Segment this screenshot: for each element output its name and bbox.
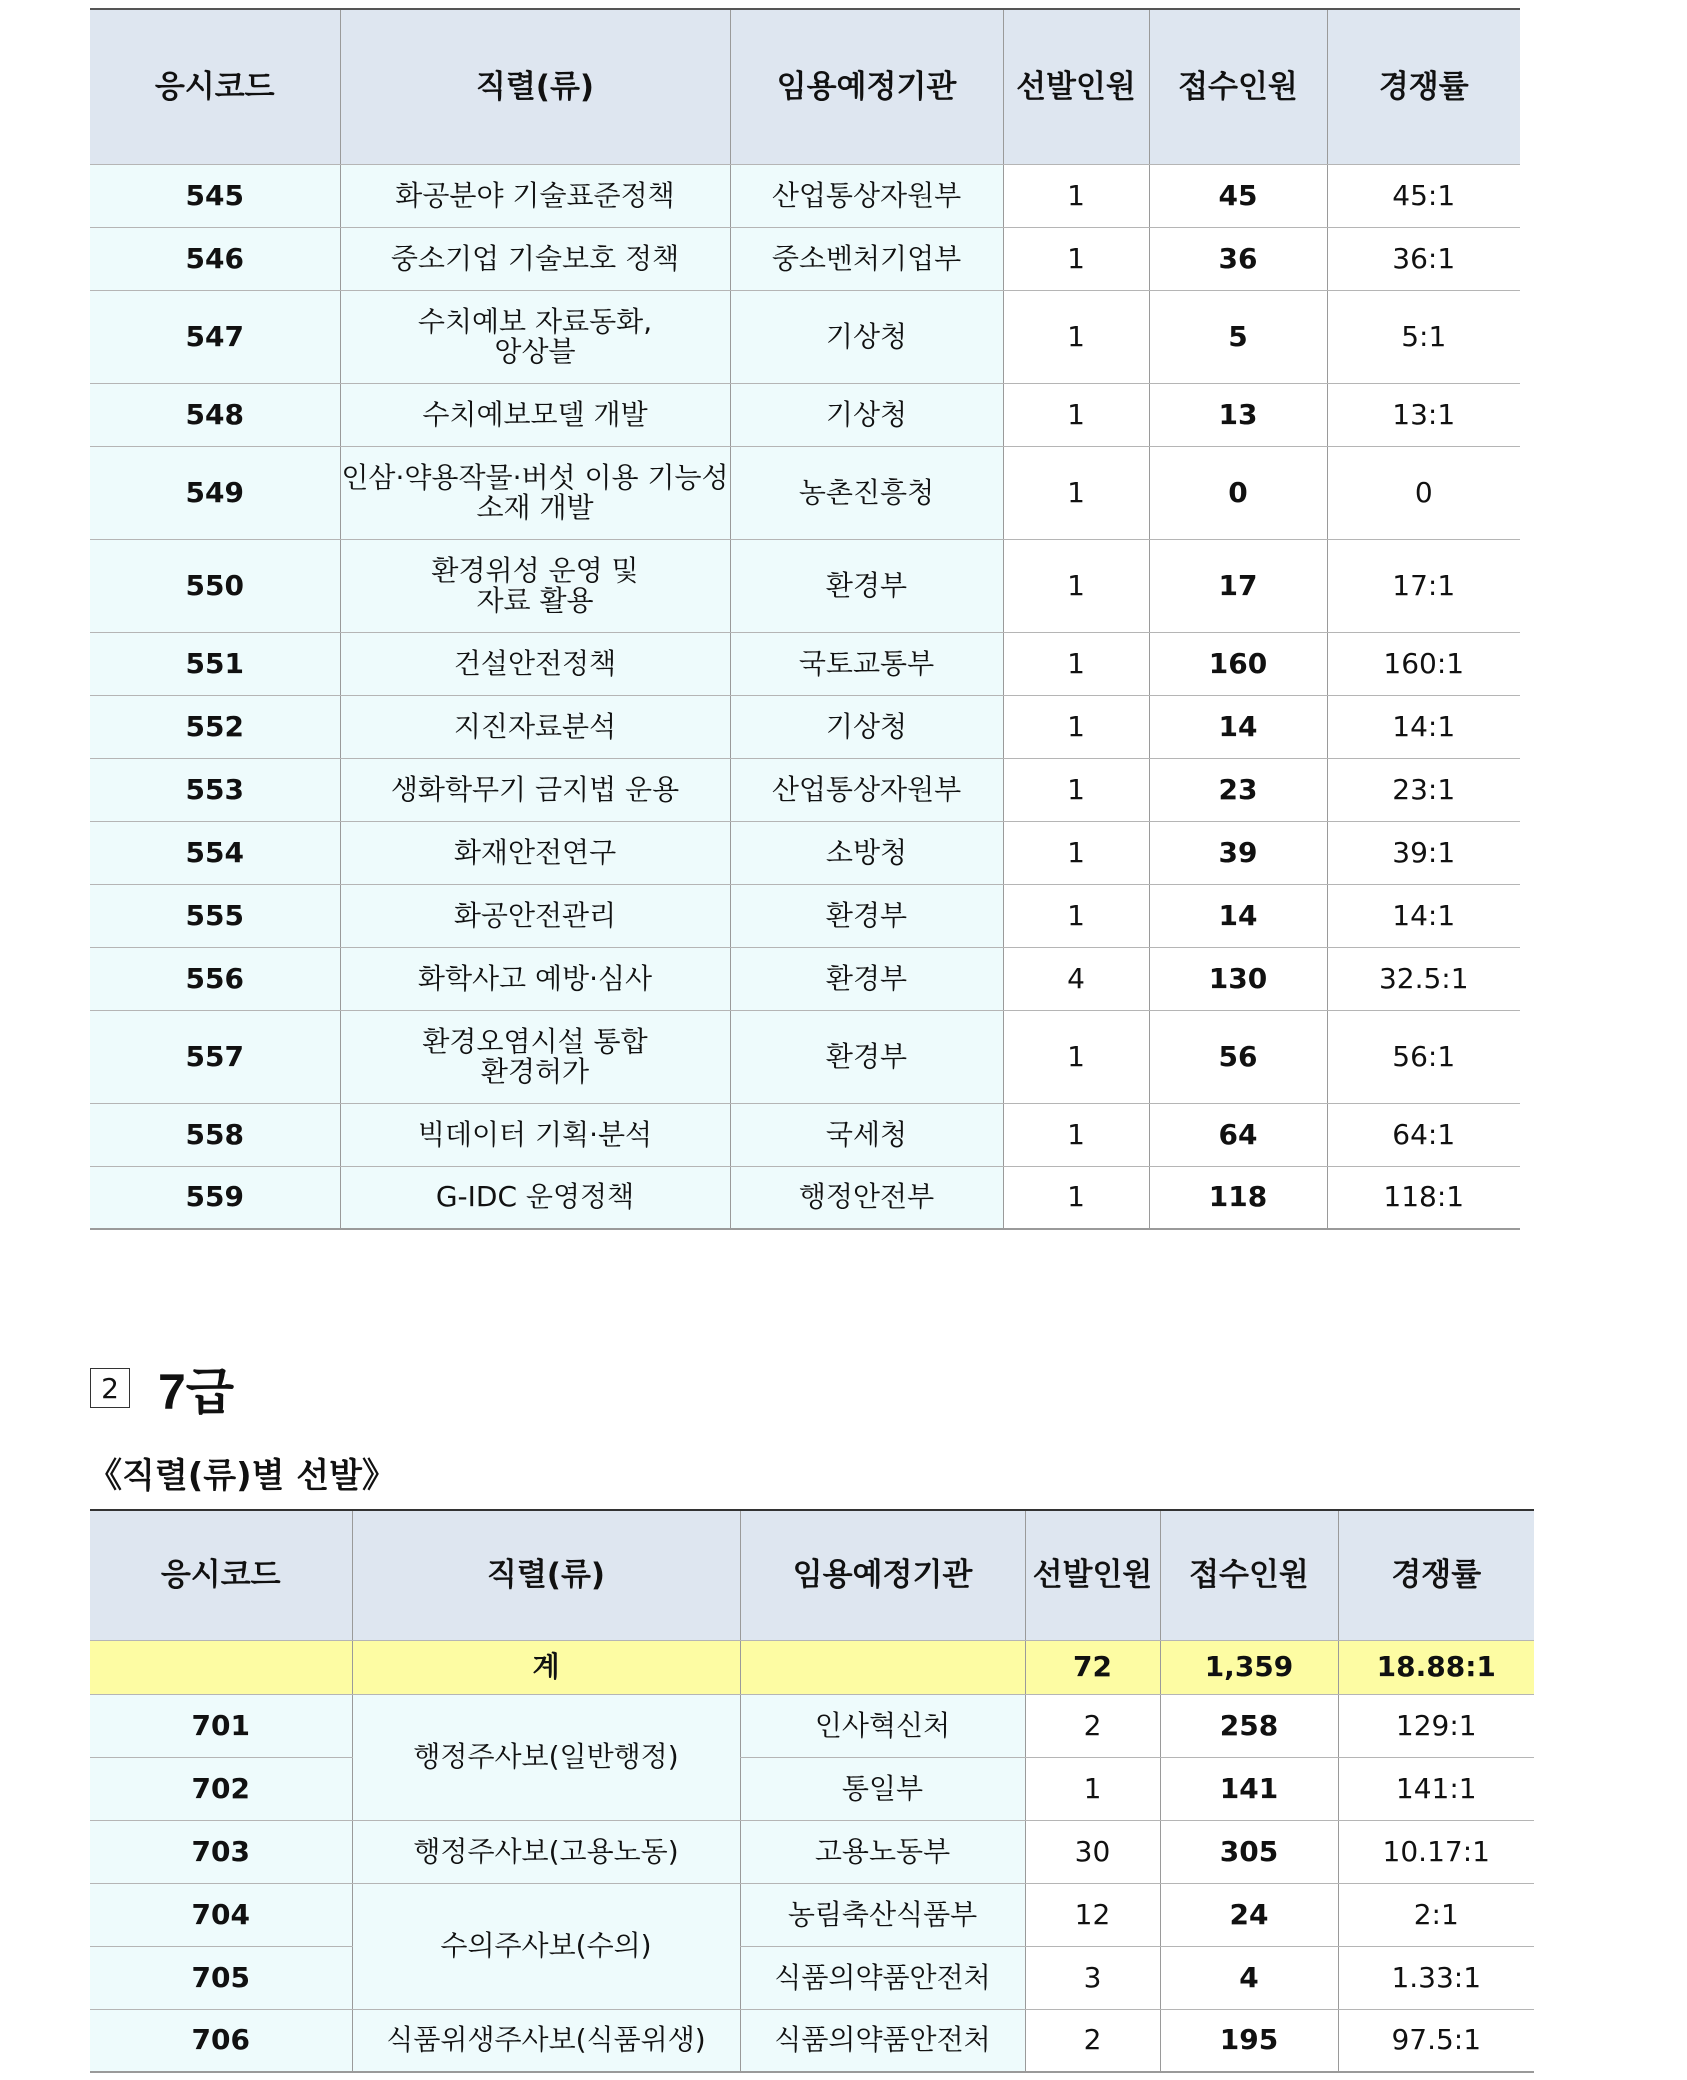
job-series: 행정주사보(일반행정) xyxy=(352,1694,740,1820)
competition-ratio: 118:1 xyxy=(1327,1166,1520,1229)
applicant-count: 13 xyxy=(1149,383,1327,446)
table-row xyxy=(90,632,1520,695)
exam-code: 558 xyxy=(90,1103,340,1166)
agency: 국세청 xyxy=(730,1103,1003,1166)
exam-code: 546 xyxy=(90,227,340,290)
selected-count: 1 xyxy=(1003,695,1149,758)
selected-count: 1 xyxy=(1003,1166,1149,1229)
exam-code: 703 xyxy=(90,1820,352,1883)
applicant-count: 39 xyxy=(1149,821,1327,884)
agency: 중소벤처기업부 xyxy=(730,227,1003,290)
table-row xyxy=(90,1010,1520,1103)
job-series: G-IDC 운영정책 xyxy=(340,1166,730,1229)
competition-ratio: 141:1 xyxy=(1338,1757,1534,1820)
selected-count: 4 xyxy=(1003,947,1149,1010)
total-ratio: 18.88:1 xyxy=(1338,1640,1534,1694)
competition-ratio: 39:1 xyxy=(1327,821,1520,884)
applicant-count: 64 xyxy=(1149,1103,1327,1166)
job-series: 화재안전연구 xyxy=(340,821,730,884)
competition-ratio: 14:1 xyxy=(1327,884,1520,947)
applicant-count: 36 xyxy=(1149,227,1327,290)
table-row xyxy=(90,539,1520,632)
competition-ratio: 13:1 xyxy=(1327,383,1520,446)
selected-count: 1 xyxy=(1003,227,1149,290)
selected-count: 12 xyxy=(1025,1883,1160,1946)
selected-count: 1 xyxy=(1003,821,1149,884)
applicant-count: 258 xyxy=(1160,1694,1338,1757)
table-row xyxy=(90,1946,1534,2009)
selected-count: 1 xyxy=(1003,1103,1149,1166)
agency: 환경부 xyxy=(730,1010,1003,1103)
competition-ratio: 1.33:1 xyxy=(1338,1946,1534,2009)
selected-count: 30 xyxy=(1025,1820,1160,1883)
agency: 농림축산식품부 xyxy=(740,1883,1025,1946)
job-series: 지진자료분석 xyxy=(340,695,730,758)
header-agency: 임용예정기관 xyxy=(740,1510,1025,1640)
job-series: 행정주사보(고용노동) xyxy=(352,1820,740,1883)
exam-code: 553 xyxy=(90,758,340,821)
competition-ratio: 0 xyxy=(1327,446,1520,539)
applicant-count: 56 xyxy=(1149,1010,1327,1103)
table-header-row xyxy=(90,9,1520,164)
total-agency xyxy=(740,1640,1025,1694)
competition-ratio: 2:1 xyxy=(1338,1883,1534,1946)
agency: 환경부 xyxy=(730,539,1003,632)
selected-count: 1 xyxy=(1003,758,1149,821)
table-row xyxy=(90,1757,1534,1820)
applicant-count: 17 xyxy=(1149,539,1327,632)
exam-code: 547 xyxy=(90,290,340,383)
exam-code: 549 xyxy=(90,446,340,539)
selected-count: 1 xyxy=(1003,632,1149,695)
competition-ratio: 17:1 xyxy=(1327,539,1520,632)
agency: 기상청 xyxy=(730,695,1003,758)
applicant-count: 23 xyxy=(1149,758,1327,821)
exam-results-table-1 xyxy=(90,8,1520,1230)
table-row xyxy=(90,884,1520,947)
competition-ratio: 10.17:1 xyxy=(1338,1820,1534,1883)
selected-count: 1 xyxy=(1003,884,1149,947)
table-row xyxy=(90,1694,1534,1757)
selected-count: 1 xyxy=(1003,1010,1149,1103)
competition-ratio: 160:1 xyxy=(1327,632,1520,695)
selected-count: 1 xyxy=(1003,383,1149,446)
header-selected-count: 선발인원 xyxy=(1003,9,1149,164)
exam-results-table-2 xyxy=(90,1509,1534,2073)
agency: 통일부 xyxy=(740,1757,1025,1820)
job-series: 화공분야 기술표준정책 xyxy=(340,164,730,227)
exam-code: 705 xyxy=(90,1946,352,2009)
total-row xyxy=(90,1640,1534,1694)
exam-code: 704 xyxy=(90,1883,352,1946)
selected-count: 2 xyxy=(1025,2009,1160,2072)
job-series: 환경오염시설 통합 환경허가 xyxy=(340,1010,730,1103)
agency: 식품의약품안전처 xyxy=(740,2009,1025,2072)
competition-ratio: 36:1 xyxy=(1327,227,1520,290)
table-row xyxy=(90,446,1520,539)
applicant-count: 305 xyxy=(1160,1820,1338,1883)
selected-count: 1 xyxy=(1003,164,1149,227)
exam-code: 702 xyxy=(90,1757,352,1820)
applicant-count: 141 xyxy=(1160,1757,1338,1820)
table-row xyxy=(90,1166,1520,1229)
section-number: 2 xyxy=(90,1368,130,1408)
job-series: 수치예보모델 개발 xyxy=(340,383,730,446)
applicant-count: 14 xyxy=(1149,884,1327,947)
applicant-count: 0 xyxy=(1149,446,1327,539)
agency: 소방청 xyxy=(730,821,1003,884)
applicant-count: 195 xyxy=(1160,2009,1338,2072)
total-applied: 1,359 xyxy=(1160,1640,1338,1694)
selected-count: 1 xyxy=(1003,290,1149,383)
section-heading xyxy=(90,1352,234,1424)
agency: 고용노동부 xyxy=(740,1820,1025,1883)
exam-code: 706 xyxy=(90,2009,352,2072)
total-code xyxy=(90,1640,352,1694)
agency: 산업통상자원부 xyxy=(730,758,1003,821)
header-job-series: 직렬(류) xyxy=(340,9,730,164)
header-agency: 임용예정기관 xyxy=(730,9,1003,164)
exam-code: 552 xyxy=(90,695,340,758)
exam-code: 701 xyxy=(90,1694,352,1757)
job-series: 인삼·약용작물·버섯 이용 기능성 소재 개발 xyxy=(340,446,730,539)
table-row xyxy=(90,695,1520,758)
selected-count: 1 xyxy=(1025,1757,1160,1820)
table-row xyxy=(90,227,1520,290)
applicant-count: 45 xyxy=(1149,164,1327,227)
agency: 인사혁신처 xyxy=(740,1694,1025,1757)
competition-ratio: 129:1 xyxy=(1338,1694,1534,1757)
table-header-row xyxy=(90,1510,1534,1640)
total-label: 계 xyxy=(352,1640,740,1694)
table-row xyxy=(90,947,1520,1010)
header-exam-code: 응시코드 xyxy=(90,9,340,164)
job-series: 빅데이터 기획·분석 xyxy=(340,1103,730,1166)
agency: 농촌진흥청 xyxy=(730,446,1003,539)
selected-count: 2 xyxy=(1025,1694,1160,1757)
job-series: 건설안전정책 xyxy=(340,632,730,695)
exam-code: 545 xyxy=(90,164,340,227)
agency: 행정안전부 xyxy=(730,1166,1003,1229)
job-series: 화공안전관리 xyxy=(340,884,730,947)
agency: 식품의약품안전처 xyxy=(740,1946,1025,2009)
agency: 환경부 xyxy=(730,947,1003,1010)
competition-ratio: 64:1 xyxy=(1327,1103,1520,1166)
competition-ratio: 5:1 xyxy=(1327,290,1520,383)
table-row xyxy=(90,383,1520,446)
table-row xyxy=(90,758,1520,821)
table-row xyxy=(90,1820,1534,1883)
header-applicant-count: 접수인원 xyxy=(1149,9,1327,164)
job-series: 생화학무기 금지법 운용 xyxy=(340,758,730,821)
header-competition-ratio: 경쟁률 xyxy=(1327,9,1520,164)
applicant-count: 118 xyxy=(1149,1166,1327,1229)
agency: 산업통상자원부 xyxy=(730,164,1003,227)
job-series: 환경위성 운영 및 자료 활용 xyxy=(340,539,730,632)
exam-code: 548 xyxy=(90,383,340,446)
table-row xyxy=(90,821,1520,884)
selected-count: 1 xyxy=(1003,539,1149,632)
competition-ratio: 97.5:1 xyxy=(1338,2009,1534,2072)
job-series: 수의주사보(수의) xyxy=(352,1883,740,2009)
job-series: 식품위생주사보(식품위생) xyxy=(352,2009,740,2072)
sub-heading: 《직렬(류)별 선발》 xyxy=(88,1456,396,1496)
competition-ratio: 14:1 xyxy=(1327,695,1520,758)
applicant-count: 160 xyxy=(1149,632,1327,695)
header-selected-count: 선발인원 xyxy=(1025,1510,1160,1640)
table-row xyxy=(90,290,1520,383)
competition-ratio: 32.5:1 xyxy=(1327,947,1520,1010)
competition-ratio: 23:1 xyxy=(1327,758,1520,821)
selected-count: 3 xyxy=(1025,1946,1160,2009)
job-series: 수치예보 자료동화, 앙상블 xyxy=(340,290,730,383)
header-job-series: 직렬(류) xyxy=(352,1510,740,1640)
applicant-count: 14 xyxy=(1149,695,1327,758)
table-row xyxy=(90,164,1520,227)
header-applicant-count: 접수인원 xyxy=(1160,1510,1338,1640)
header-competition-ratio: 경쟁률 xyxy=(1338,1510,1534,1640)
exam-code: 550 xyxy=(90,539,340,632)
table-row xyxy=(90,1883,1534,1946)
job-series: 화학사고 예방·심사 xyxy=(340,947,730,1010)
agency: 국토교통부 xyxy=(730,632,1003,695)
exam-code: 559 xyxy=(90,1166,340,1229)
section-title: 7급 xyxy=(158,1364,235,1420)
exam-code: 551 xyxy=(90,632,340,695)
table-row xyxy=(90,2009,1534,2072)
job-series: 중소기업 기술보호 정책 xyxy=(340,227,730,290)
exam-code: 555 xyxy=(90,884,340,947)
applicant-count: 5 xyxy=(1149,290,1327,383)
exam-code: 557 xyxy=(90,1010,340,1103)
competition-ratio: 45:1 xyxy=(1327,164,1520,227)
agency: 환경부 xyxy=(730,884,1003,947)
competition-ratio: 56:1 xyxy=(1327,1010,1520,1103)
agency: 기상청 xyxy=(730,383,1003,446)
total-selected: 72 xyxy=(1025,1640,1160,1694)
exam-code: 554 xyxy=(90,821,340,884)
applicant-count: 4 xyxy=(1160,1946,1338,2009)
exam-code: 556 xyxy=(90,947,340,1010)
applicant-count: 24 xyxy=(1160,1883,1338,1946)
table-row xyxy=(90,1103,1520,1166)
header-exam-code: 응시코드 xyxy=(90,1510,352,1640)
selected-count: 1 xyxy=(1003,446,1149,539)
agency: 기상청 xyxy=(730,290,1003,383)
applicant-count: 130 xyxy=(1149,947,1327,1010)
